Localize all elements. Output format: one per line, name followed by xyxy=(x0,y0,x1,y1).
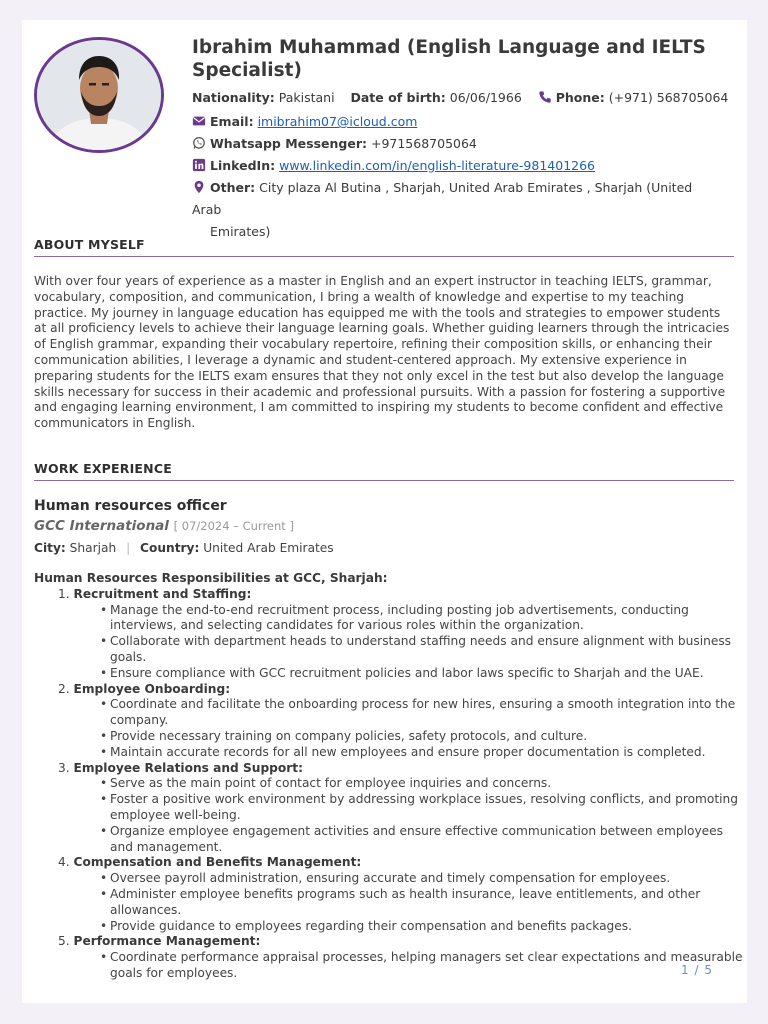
list-item: • Manage the end-to-end recruitment process, including posting job advertisements, conducting interviews, and selecting candidates for various roles within the organization. xyxy=(34,603,744,635)
dob-label: Date of birth: xyxy=(350,90,446,105)
page-indicator: 1 / 5 xyxy=(681,963,713,977)
employer-line xyxy=(34,518,294,534)
location-icon xyxy=(192,179,206,193)
job-dates: [ 07/2024 – Current ] xyxy=(173,519,294,533)
country-value: United Arab Emirates xyxy=(203,541,334,555)
section-heading: Employee Onboarding: xyxy=(73,681,231,696)
nationality-value: Pakistani xyxy=(278,90,335,105)
responsibility-section xyxy=(34,855,744,871)
email-icon xyxy=(192,113,206,127)
section-heading: Compensation and Benefits Management: xyxy=(73,855,362,870)
address-line-2: Emirates) xyxy=(210,224,271,239)
email-label: Email: xyxy=(210,114,254,129)
responsibilities xyxy=(34,571,744,982)
list-item: • Foster a positive work environment by addressing workplace issues, resolving conflicts, and promoting employee well-being. xyxy=(34,792,744,824)
nationality-label: Nationality: xyxy=(192,90,275,105)
address-line-1: City plaza Al Butina , Sharjah, United Arab Emirates , Sharjah (United Arab xyxy=(192,180,693,217)
section-heading: Recruitment and Staffing: xyxy=(73,586,252,601)
employer-name: GCC International xyxy=(34,518,169,534)
work-section-title: WORK EXPERIENCE xyxy=(34,461,734,481)
whatsapp-icon xyxy=(192,135,206,149)
list-item: • Coordinate performance appraisal processes, helping managers set clear expectations and measurable goals for employees. xyxy=(34,950,744,982)
list-item: • Serve as the main point of contact for employee inquiries and concerns. xyxy=(34,776,744,792)
city-value: Sharjah xyxy=(69,541,117,555)
section-number: 5. xyxy=(58,934,70,949)
country-label: Country: xyxy=(140,541,200,555)
list-item: • Ensure compliance with GCC recruitment policies and labor laws specific to Sharjah and the UAE. xyxy=(34,666,744,682)
about-section-title: ABOUT MYSELF xyxy=(34,237,734,257)
responsibility-section xyxy=(34,587,744,603)
responsibilities-heading: Human Resources Responsibilities at GCC, Sharjah: xyxy=(34,571,388,585)
section-number: 1. xyxy=(58,586,70,601)
list-item: • Oversee payroll administration, ensuring accurate and timely compensation for employees. xyxy=(34,871,744,887)
phone-value: (+971) 568705064 xyxy=(608,90,729,105)
linkedin-icon xyxy=(192,157,206,171)
resume-page xyxy=(22,20,747,1003)
section-heading: Employee Relations and Support: xyxy=(73,760,303,775)
list-item: • Provide necessary training on company policies, safety protocols, and culture. xyxy=(34,729,744,745)
responsibility-section xyxy=(34,761,744,777)
city-label: City: xyxy=(34,541,66,555)
candidate-name: Ibrahim Muhammad (English Language and IELTS Specialist) xyxy=(192,37,706,81)
list-item: • Collaborate with department heads to understand staffing needs and ensure alignment with business goals. xyxy=(34,634,744,666)
list-item: • Organize employee engagement activities and ensure effective communication between employees and management. xyxy=(34,824,744,856)
whatsapp-label: Whatsapp Messenger: xyxy=(210,136,367,151)
email-link[interactable]: imibrahim07@icloud.com xyxy=(257,114,418,129)
section-number: 3. xyxy=(58,760,70,775)
whatsapp-row xyxy=(192,133,477,155)
list-item: • Coordinate and facilitate the onboarding process for new hires, ensuring a smooth integration into the company. xyxy=(34,697,744,729)
profile-photo xyxy=(34,37,164,153)
responsibility-section xyxy=(34,934,744,950)
job-location xyxy=(34,541,334,555)
personal-info-row-1 xyxy=(192,87,728,109)
email-row xyxy=(192,111,417,133)
linkedin-row xyxy=(192,155,595,177)
list-item: • Provide guidance to employees regarding their compensation and benefits packages. xyxy=(34,919,744,935)
dob-value: 06/06/1966 xyxy=(449,90,522,105)
linkedin-link[interactable]: www.linkedin.com/in/english-literature-981401266 xyxy=(279,158,595,173)
location-separator: | xyxy=(126,541,131,555)
section-number: 4. xyxy=(58,855,70,870)
about-text: With over four years of experience as a master in English and an expert instructor in teaching IELTS, grammar, vocabulary, composition, and communication, I bring a wealth of knowledge and expertise to my teaching practice. My journey in language education has equipped me with the tools and strategies to empower students at all proficiency levels to achieve their language learning goals. Whether guiding learners through the intricacies of English grammar, expanding their vocabulary repertoire, refining their composition skills, or enhancing their communication abilities, I leverage a dynamic and student-centered approach. My extensive experience in preparing students for the IELTS exam ensures that they not only excel in the test but also develop the language skills necessary for success in their academic and professional pursuits. With a passion for fostering a supportive and engaging learning environment, I am committed to inspiring my students to become confident and effective communicators in English. xyxy=(34,274,730,431)
job-title: Human resources officer xyxy=(34,498,227,514)
bottom-band xyxy=(0,1003,768,1024)
section-number: 2. xyxy=(58,681,70,696)
responsibility-section xyxy=(34,682,744,698)
list-item: • Administer employee benefits programs such as health insurance, leave entitlements, and other allowances. xyxy=(34,887,744,919)
phone-icon xyxy=(538,89,552,103)
list-item: • Maintain accurate records for all new employees and ensure proper documentation is completed. xyxy=(34,745,744,761)
section-heading: Performance Management: xyxy=(73,934,261,949)
linkedin-label: LinkedIn: xyxy=(210,158,276,173)
other-label: Other: xyxy=(210,180,256,195)
whatsapp-value: +971568705064 xyxy=(370,136,477,151)
address-row xyxy=(192,177,712,243)
phone-label: Phone: xyxy=(555,90,605,105)
